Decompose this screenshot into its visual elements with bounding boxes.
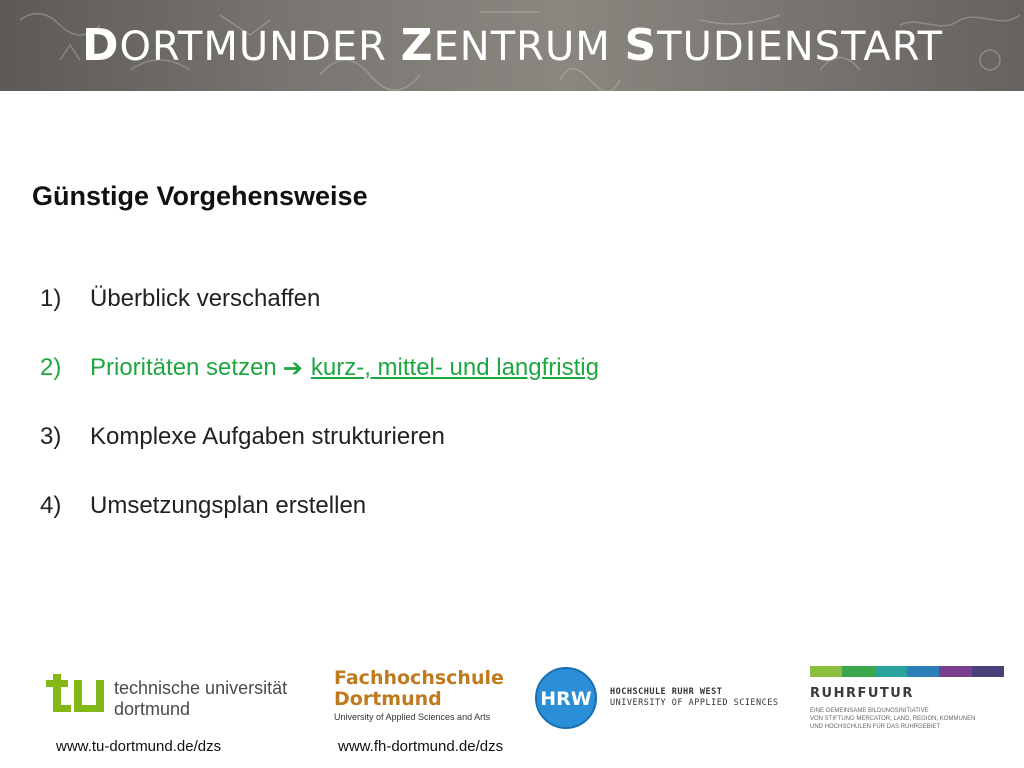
list-item-text: Prioritäten setzen: [90, 354, 277, 381]
color-bar: [810, 666, 842, 677]
list-item: [40, 423, 599, 492]
list-item-number: 4): [40, 492, 62, 519]
list-item-number: 1): [40, 285, 62, 312]
color-bar: [842, 666, 874, 677]
ruhrfutur-title: RUHRFUTUR: [810, 686, 914, 701]
slide-heading: Günstige Vorgehensweise: [32, 181, 368, 211]
tu-dortmund-logo: [46, 674, 316, 724]
banner-title-entrum: ENTRUM: [433, 24, 625, 70]
banner-title-tudienstart: TUDIENSTART: [657, 24, 944, 70]
ruhrfutur-sub-line3: UND HOCHSCHULEN FÜR DAS RUHRGEBIET: [810, 724, 941, 730]
ruhrfutur-color-bars: [810, 666, 1004, 677]
list-item: [40, 354, 599, 423]
timeframe-link[interactable]: kurz-, mittel- und langfristig: [310, 354, 599, 381]
tu-text: [114, 678, 287, 720]
list-item: [40, 492, 599, 561]
banner-title-z: Z: [400, 20, 434, 71]
ruhrfutur-sub-line2: VON STIFTUNG MERCATOR, LAND, REGION, KOMMUNEN: [810, 716, 976, 722]
tu-name-line2: dortmund: [114, 699, 191, 719]
banner-title-s: S: [624, 20, 658, 71]
hrw-name-line2: UNIVERSITY OF APPLIED SCIENCES: [610, 698, 779, 708]
list-item-number: 2): [40, 354, 62, 381]
hrw-logo: [532, 666, 782, 730]
hrw-name-line1: HOCHSCHULE RUHR WEST: [610, 687, 723, 697]
ruhrfutur-subtitle: [810, 707, 1004, 731]
ruhrfutur-sub-line1: EINE GEMEINSAME BILDUNGSINITIATIVE: [810, 708, 929, 714]
list-item-text: Umsetzungsplan erstellen: [90, 492, 367, 519]
tu-name-line1: technische universität: [114, 678, 288, 698]
step-list: [40, 285, 599, 561]
ruhrfutur-logo: [810, 666, 1004, 736]
banner-title-d: D: [82, 20, 120, 71]
header-banner: [0, 0, 1024, 91]
color-bar: [939, 666, 971, 677]
fh-name-line1: Fachhochschule: [334, 667, 504, 689]
list-item-text: Überblick verschaffen: [90, 285, 321, 312]
list-item-text: Komplexe Aufgaben strukturieren: [90, 423, 445, 450]
hrw-mark: HRW: [540, 688, 592, 710]
banner-title: [82, 18, 943, 75]
arrow-right-icon: ➔: [282, 355, 303, 382]
hrw-circle-icon: [532, 666, 604, 730]
color-bar: [875, 666, 907, 677]
list-item: [40, 285, 599, 354]
hrw-text: [610, 687, 779, 709]
banner-title-ortmunder: ORTMUNDER: [119, 24, 401, 70]
fh-subtitle: University of Applied Sciences and Arts: [334, 712, 491, 722]
fh-dortmund-logo: [334, 668, 524, 732]
color-bar: [907, 666, 939, 677]
tu-url-link[interactable]: www.tu-dortmund.de/dzs: [56, 738, 222, 755]
list-item-number: 3): [40, 423, 62, 450]
tu-mark-icon: [46, 674, 106, 718]
color-bar: [972, 666, 1004, 677]
fh-url-link[interactable]: www.fh-dortmund.de/dzs: [338, 738, 504, 755]
fh-name-line2: Dortmund: [334, 688, 442, 710]
